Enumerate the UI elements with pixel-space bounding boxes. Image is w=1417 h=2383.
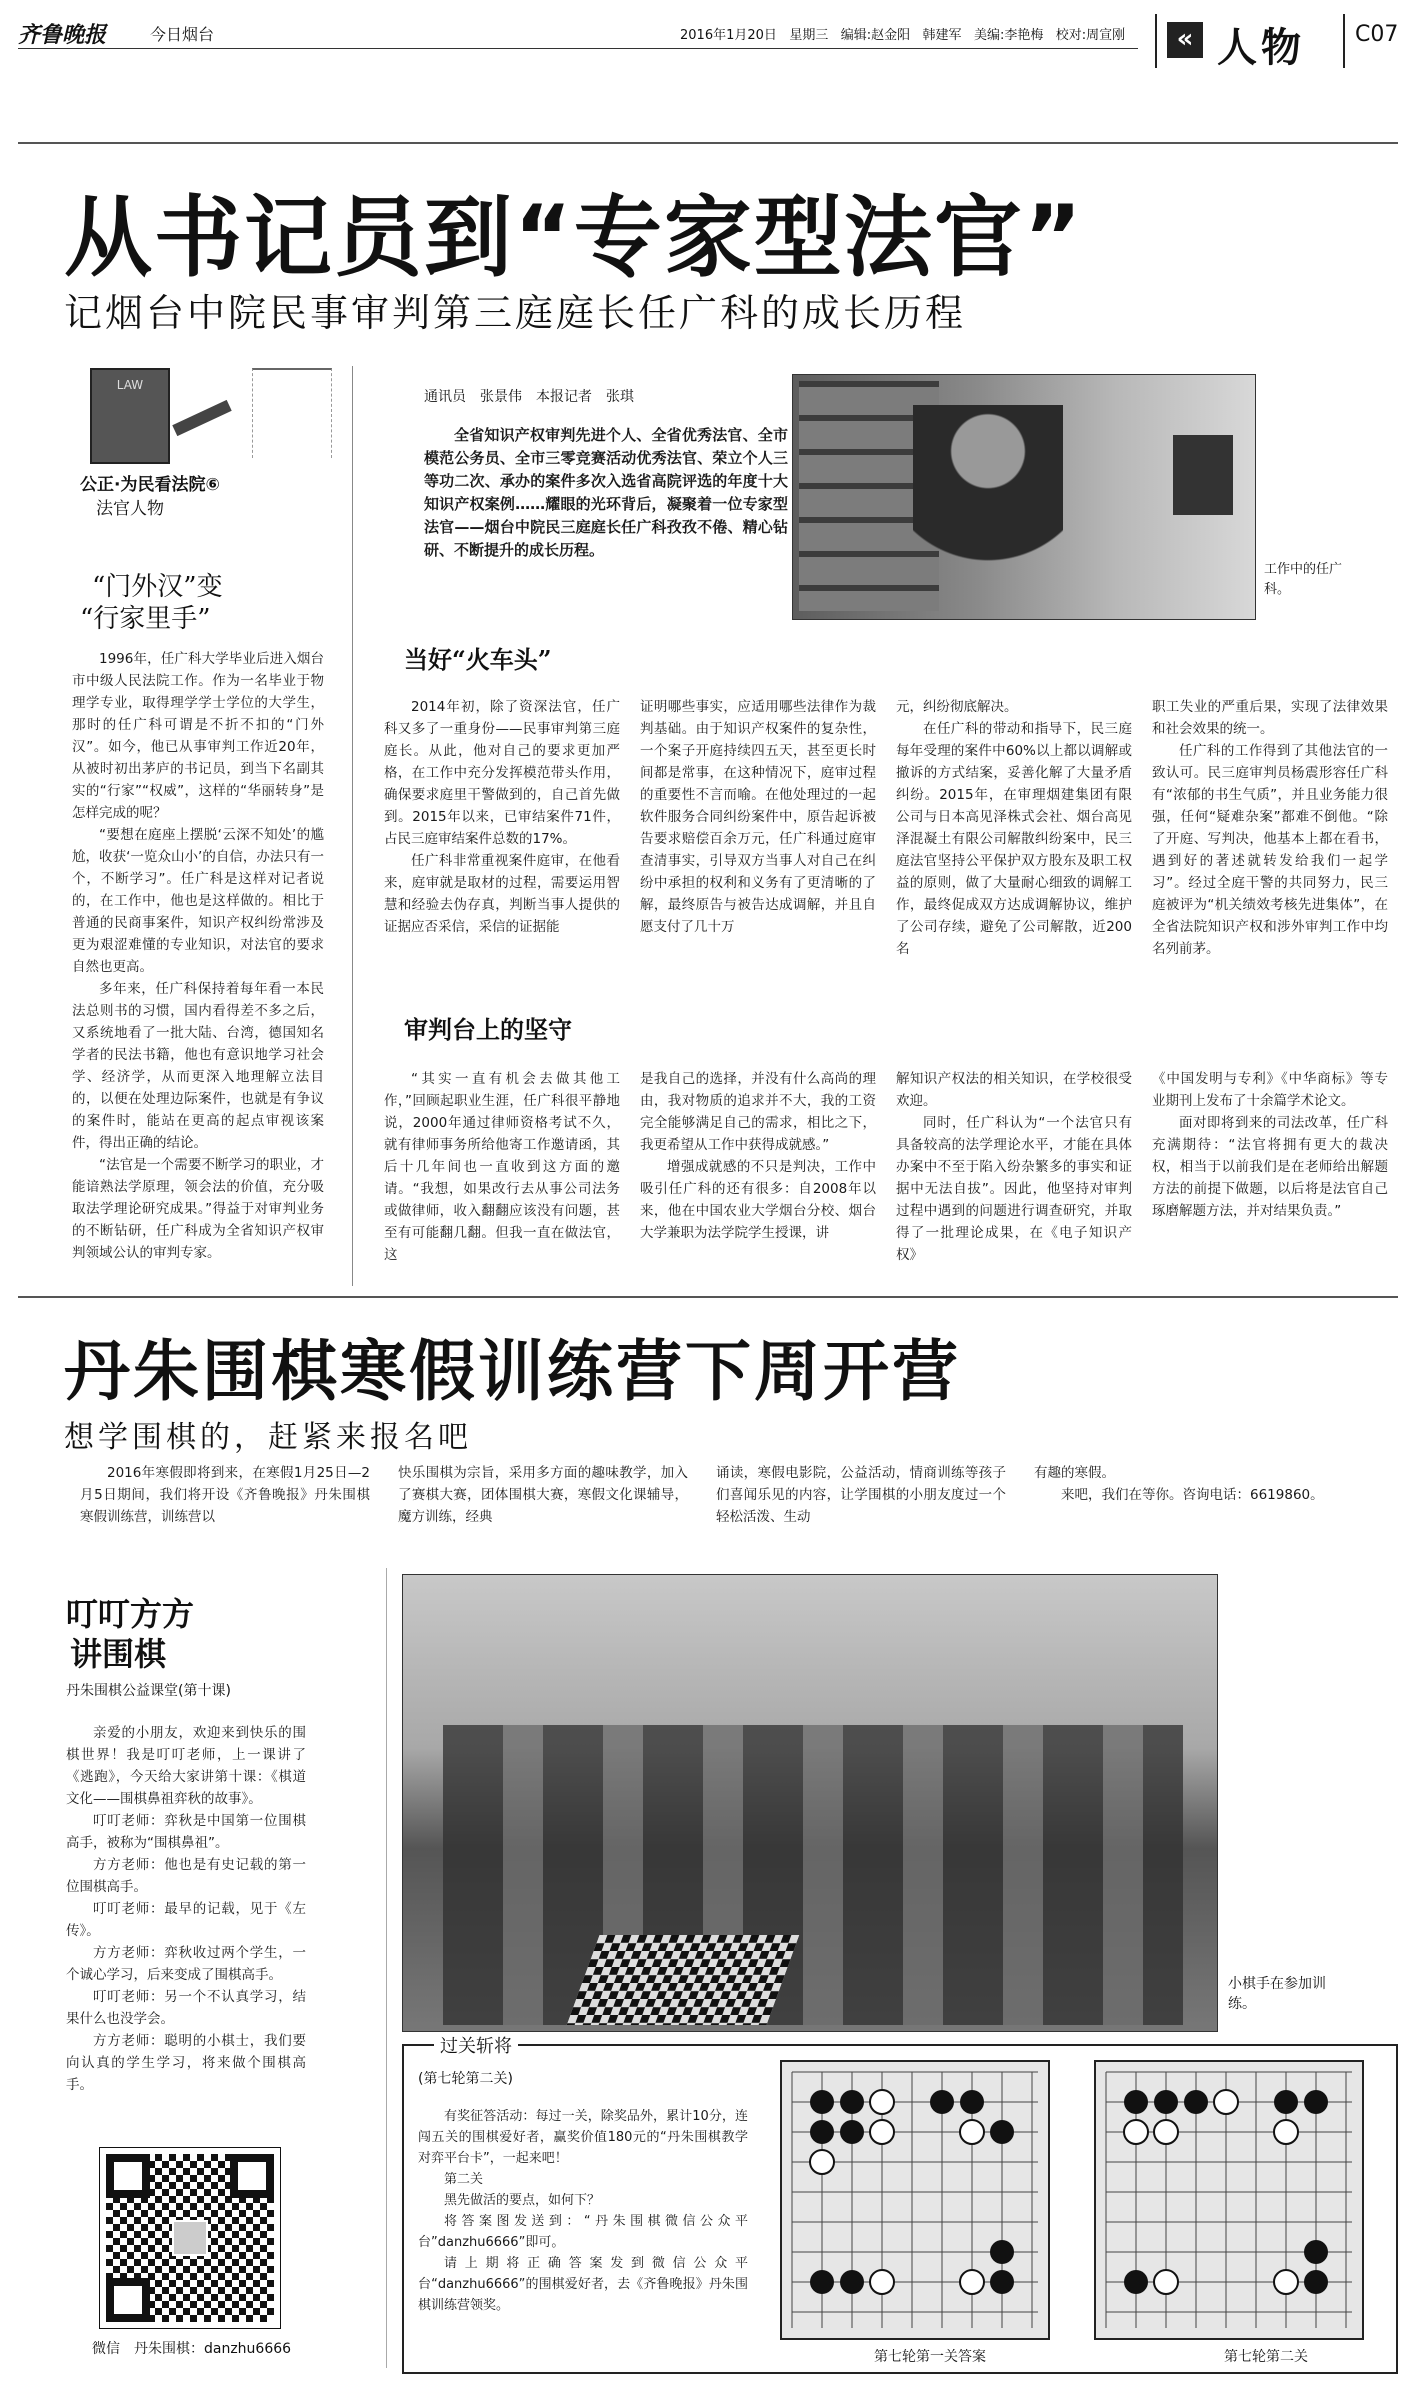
qr-corner: [230, 2154, 274, 2198]
intro-col3: [716, 1462, 1006, 1528]
page-number: C07: [1355, 22, 1399, 47]
sec2-col1: [384, 696, 620, 938]
lead-paragraph: [424, 424, 788, 562]
body-paragraph: 《中国发明与专利》《中华商标》等专业期刊上发布了十余篇学术论文。: [1152, 1071, 1388, 1109]
go-board-problem: [1094, 2060, 1364, 2340]
column-logo-subtitle: 法官人物: [96, 499, 164, 519]
body-paragraph: 2014年初，除了资深法官，任广科又多了一重身份——民事审判第三庭庭长。从此，他对自己的要求更加严格，在工作中充分发挥模范带头作用，确保要求庭里干警做到的，自己首先做到。2015年以来，已审结案件71件，占民三庭审结案件总数的17%。: [384, 699, 620, 847]
masthead-info: [680, 24, 1125, 43]
person-shape: [913, 405, 1063, 615]
article-divider: [18, 1296, 1398, 1298]
body-paragraph: 快乐围棋为宗旨，采用多方面的趣味教学，加入了赛棋大赛，团体围棋大赛，寒假文化课辅导，魔方训练，经典: [398, 1465, 688, 1525]
body-paragraph: 叮叮老师：弈秋是中国第一位围棋高手，被称为“围棋鼻祖”。: [66, 1813, 306, 1851]
monitor-shape: [1173, 435, 1233, 515]
sec3-col1: [384, 1068, 620, 1266]
subhead-expert: “行家里手”: [80, 604, 211, 634]
issue-date: 2016年1月20日: [680, 28, 777, 43]
body-paragraph: 诵读，寒假电影院，公益活动，情商训练等孩子们喜闻乐见的内容，让学围棋的小朋友度过一个轻松活泼、生动: [716, 1465, 1006, 1525]
qr-code: [100, 2148, 280, 2328]
column-logo: [72, 362, 342, 482]
section-box: [1155, 14, 1345, 71]
editor-credit: 编辑:赵金阳: [840, 28, 911, 43]
body-paragraph: 解知识产权法的相关知识，在学校很受欢迎。: [896, 1071, 1132, 1109]
board2-caption: 第七轮第二关: [1224, 2349, 1308, 2365]
children-shape: [443, 1725, 1183, 2025]
body-paragraph: 元，纠纷彻底解决。: [896, 699, 1018, 715]
article2-subheadline: 想学围棋的，赶紧来报名吧: [64, 1420, 472, 1455]
law-book-icon: LAW: [90, 368, 170, 464]
article2-headline: 丹朱围棋寒假训练营下周开营: [64, 1333, 961, 1410]
header-rule: [18, 142, 1398, 144]
subhead-persistence: 审判台上的坚守: [404, 1015, 572, 1044]
section-title: 人物: [1217, 25, 1305, 71]
qr-corner: [106, 2154, 150, 2198]
body-paragraph: “要想在庭座上摆脱‘云深不知处’的尴尬，收获‘一览众山小’的自信，办法只有一个，不断学习”。任广科是这样对记者说的，在工作中，他也是这样做的。相比于普通的民商事案件，知识产权纠纷常涉及更为艰涩难懂的专业知识，对法官的要求自然也更高。: [72, 827, 324, 975]
editor2-credit: 韩建军: [922, 28, 962, 43]
edition-name: 今日烟台: [150, 25, 215, 44]
body-paragraph: 1996年，任广科大学毕业后进入烟台市中级人民法院工作。作为一名毕业于物理学专业，取得理学学士学位的大学生，那时的任广科可谓是不折不扣的“门外汉”。如今，他已从事审判工作近20年，从被时初出茅庐的书记员，到当下名副其实的“行家”“权威”，这样的“华丽转身”是怎样完成的呢？: [72, 651, 324, 821]
article1-headline: 从书记员到“专家型法官”: [64, 186, 1084, 289]
body-paragraph: 第二关: [444, 2172, 484, 2187]
body-paragraph: 职工失业的严重后果，实现了法律效果和社会效果的统一。: [1152, 699, 1388, 737]
qr-logo: [172, 2220, 208, 2256]
newspaper-logo: 齐鲁晚报: [18, 22, 107, 48]
board1-caption: 第七轮第一关答案: [874, 2349, 986, 2365]
issue-weekday: 星期三: [789, 28, 829, 43]
judge-photo: [792, 374, 1256, 620]
body-paragraph: 在任广科的带动和指导下，民三庭每年受理的案件中60%以上都以调解或撤诉的方式结案，妥善化解了大量矛盾纠纷。2015年，在审理烟建集团有限公司与日本高见泽株式会社、烟台高见泽混凝土有限公司解散纠纷案中，民三庭法官坚持公平保护双方股东及职工权益的原则，做了大量耐心细致的调解工作，最终促成双方达成调解协议，维护了公司存续，避免了公司解散，近200名: [896, 721, 1132, 957]
sidebar-title-line1: 叮叮方方: [66, 1595, 195, 1633]
article1-subheadline: 记烟台中院民事审判第三庭庭长任广科的成长历程: [64, 291, 967, 335]
intro-col1: [80, 1462, 370, 1528]
body-paragraph: 是我自己的选择，并没有什么高尚的理由，我对物质的追求并不大，我的工资完全能够满足自己的需求，相比之下，我更希望从工作中获得成就感。”: [640, 1071, 876, 1153]
column-divider: [352, 366, 353, 1286]
left-column-body: [72, 648, 324, 1264]
body-paragraph: “其实一直有机会去做其他工作，”回顾起职业生涯，任广科很平静地说，2000年通过律师资格考试不久，就有律师事务所给他寄工作邀请函，其后十几年间也一直收到这方面的邀请。“我想，如果改行去从事公司法务或做律师，收入翻翻应该没有问题，甚至有可能翻几翻。但我一直在做法官，这: [384, 1071, 620, 1263]
sec3-col3: [896, 1068, 1132, 1266]
sidebar-title-line2: 讲围棋: [70, 1635, 167, 1673]
chevron-left-icon: «: [1167, 22, 1203, 58]
qr-label: 微信 丹朱围棋：danzhu6666: [92, 2341, 292, 2357]
body-paragraph: 将答案图发送到：“丹朱围棋微信公众平台”danzhu6666”即可。: [418, 2214, 748, 2250]
body-paragraph: 亲爱的小朋友，欢迎来到快乐的围棋世界！我是叮叮老师，上一课讲了《逃跑》，今天给大家讲第十课：《棋道文化——围棋鼻祖弈秋的故事》。: [66, 1725, 306, 1807]
sec2-col2: [640, 696, 876, 938]
intro-col2: [398, 1462, 688, 1528]
body-paragraph: 有奖征答活动：每过一关，除奖品外，累计10分，连闯五关的围棋爱好者，赢奖价值180元的“丹朱围棋教学对弈平台卡”，一起来吧！: [418, 2109, 748, 2166]
column-logo-title: 公正·为民看法院⑥: [80, 475, 220, 495]
art-credit: 美编:李艳梅: [973, 28, 1044, 43]
sec3-col4: [1152, 1068, 1388, 1222]
body-paragraph: 任广科非常重视案件庭审，在他看来，庭审就是取材的过程，需要运用智慧和经验去伪存真，判断当事人提供的证据应否采信，采信的证据能: [384, 853, 620, 935]
body-paragraph: 黑先做活的要点，如何下？: [444, 2193, 601, 2208]
qr-corner: [106, 2278, 150, 2322]
puzzle-box: [402, 2036, 1398, 2374]
body-paragraph: 方方老师：聪明的小棋士，我们要向认真的学生学习，将来做个围棋高手。: [66, 2033, 306, 2093]
puzzle-title: 过关斩将: [434, 2032, 518, 2058]
body-paragraph: 增强成就感的不只是判决，工作中吸引任广科的还有很多：自2008年以来，他在中国农业大学烟台分校、烟台大学兼职为法学院学生授课，讲: [640, 1159, 876, 1241]
byline: 通讯员 张景伟 本报记者 张琪: [424, 389, 634, 405]
go-board-shape: [567, 1935, 800, 2025]
scales-icon: [252, 368, 332, 458]
go-board-answer-svg: [782, 2062, 1048, 2338]
body-paragraph: 证明哪些事实，应适用哪些法律作为裁判基础。由于知识产权案件的复杂性，一个案子开庭持续四五天，甚至更长时间都是常事，在这种情况下，庭审过程的重要性不言而喻。在他处理过的一起软件服务合同纠纷案件中，原告起诉被告要求赔偿百余万元，任广科通过庭审查清事实，引导双方当事人对自己在纠纷中承担的权利和义务有了更清晰的了解，最终原告与被告达成调解，并且自愿支付了几十万: [640, 699, 876, 935]
body-paragraph: 叮叮老师：最早的记载，见于《左传》。: [66, 1901, 306, 1939]
training-photo-caption: 小棋手在参加训练。: [1228, 1976, 1326, 2012]
body-paragraph: 请上期将正确答案发到微信公众平台“danzhu6666”的围棋爱好者，去《齐鲁晚报》丹朱围棋训练营领奖。: [418, 2256, 748, 2313]
body-paragraph: 有趣的寒假。: [1034, 1465, 1115, 1481]
training-photo: [402, 1574, 1218, 2032]
body-paragraph: 多年来，任广科保持着每年看一本民法总则书的习惯，国内看得差不多之后，又系统地看了一批大陆、台湾，德国知名学者的民法书籍，他也有意识地学习社会学、经济学，从而更深入地理解立法目的，以便在处理边际案件，也就是有争议的案件时，能站在更高的起点审视该案件，得出正确的结论。: [72, 981, 324, 1151]
sidebar-body: [66, 1722, 306, 2096]
body-paragraph: 任广科的工作得到了其他法官的一致认可。民三庭审判员杨震形容任广科有“浓郁的书生气质”，并且业务能力很强，任何“疑难杂案”都难不倒他。“除了开庭、写判决，他基本上都在看书，遇到好的著述就转发给我们一起学习”。经过全庭干警的共同努力，民三庭被评为“机关绩效考核先进集体”，在全省法院知识产权和涉外审判工作中均名列前茅。: [1152, 743, 1388, 957]
puzzle-round: (第七轮第二关): [418, 2071, 513, 2087]
masthead-rule: [18, 48, 1138, 49]
go-board-answer: [780, 2060, 1050, 2340]
body-paragraph: 2016年寒假即将到来，在寒假1月25日—2月5日期间，我们将开设《齐鲁晚报》丹朱围棋寒假训练营，训练营以: [80, 1465, 370, 1525]
lead-text: 全省知识产权审判先进个人、全省优秀法官、全市模范公务员、全市三零竞赛活动优秀法官、荣立个人三等功二次、承办的案件多次入选省高院评选的年度十大知识产权案例……耀眼的光环背后，凝聚着一位专家型法官——烟台中院民三庭庭长任广科孜孜不倦、精心钻研、不断提升的成长历程。: [424, 426, 788, 559]
body-paragraph: 叮叮老师：另一个不认真学习，结果什么也没学会。: [66, 1989, 306, 2027]
puzzle-body: [418, 2106, 748, 2316]
body-paragraph: 方方老师：弈秋收过两个学生，一个诚心学习，后来变成了围棋高手。: [66, 1945, 306, 1983]
subhead-locomotive: 当好“火车头”: [404, 645, 552, 674]
body-paragraph: 面对即将到来的司法改革，任广科充满期待：“法官将拥有更大的裁决权，相当于以前我们是在老师给出解题方法的前提下做题，以后将是法官自己琢磨解题方法，并对结果负责。”: [1152, 1115, 1388, 1219]
body-paragraph: 方方老师：他也是有史记载的第一位围棋高手。: [66, 1857, 306, 1895]
body-paragraph: 来吧，我们在等你。咨询电话：6619860。: [1061, 1487, 1324, 1503]
sec3-col2: [640, 1068, 876, 1244]
intro-col4: [1034, 1462, 1354, 1506]
photo-caption: 工作中的任广科。: [1264, 562, 1343, 597]
sec2-col4: [1152, 696, 1388, 960]
body-paragraph: 同时，任广科认为“一个法官只有具备较高的法学理论水平，才能在具体办案中不至于陷入纷杂繁多的事实和证据中无法自拔”。因此，他坚持对审判过程中遇到的问题进行调查研究，并取得了一批理论成果，在《电子知识产权》: [896, 1115, 1132, 1263]
sidebar-divider: [386, 1568, 387, 2368]
sec2-col3: [896, 696, 1132, 960]
go-board-problem-svg: [1096, 2062, 1362, 2338]
proof-credit: 校对:周宣刚: [1055, 28, 1126, 43]
gavel-icon: [172, 400, 231, 436]
masthead: [0, 0, 1417, 80]
subhead-outsider: “门外汉”变: [92, 572, 223, 602]
sidebar-title: [66, 1594, 194, 1674]
sidebar-subtitle: 丹朱围棋公益课堂(第十课): [66, 1683, 231, 1699]
body-paragraph: “法官是一个需要不断学习的职业，才能谙熟法学原理，领会法的价值，充分吸取法学理论研究成果。”得益于对审判业务的不断钻研，任广科成为全省知识产权审判领域公认的审判专家。: [72, 1157, 324, 1261]
